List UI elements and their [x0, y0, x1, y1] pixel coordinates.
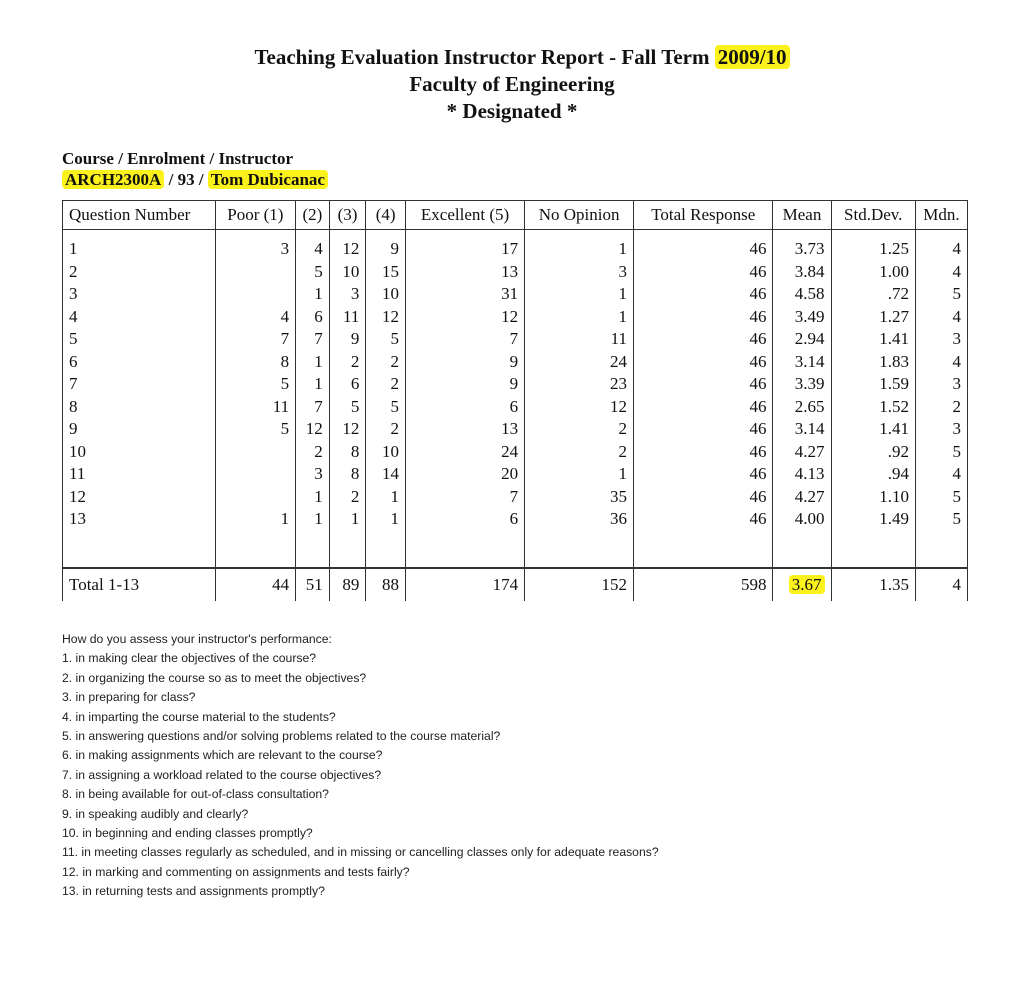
total-cell: 51 [296, 568, 330, 601]
table-cell: 31 [406, 283, 525, 306]
question-number-cell: 4 [63, 306, 216, 329]
total-row [63, 568, 968, 601]
table-cell: 12 [329, 418, 366, 441]
table-cell: 7 [296, 396, 330, 419]
question-item: 9. in speaking audibly and clearly? [62, 806, 249, 821]
table-row [63, 283, 968, 306]
total-cell: 174 [406, 568, 525, 601]
table-cell: 46 [634, 463, 773, 486]
table-cell: 24 [406, 441, 525, 464]
table-cell: 7 [406, 328, 525, 351]
table-cell: 2 [366, 418, 406, 441]
spacer-cell [831, 531, 915, 568]
table-cell: 13 [406, 261, 525, 284]
table-cell: 4.27 [773, 486, 831, 509]
table-cell: 1 [525, 230, 634, 261]
table-header-row [63, 201, 968, 230]
course-code: ARCH2300A [62, 170, 164, 189]
table-cell: 46 [634, 373, 773, 396]
table-cell: 2 [329, 351, 366, 374]
table-cell: 1.83 [831, 351, 915, 374]
table-cell: 13 [406, 418, 525, 441]
table-cell: 1.52 [831, 396, 915, 419]
spacer-cell [296, 531, 330, 568]
col-no-opinion: No Opinion [525, 201, 634, 230]
table-cell: 46 [634, 351, 773, 374]
table-cell: 17 [406, 230, 525, 261]
table-cell: 1.41 [831, 418, 915, 441]
table-cell: 6 [329, 373, 366, 396]
total-cell: 88 [366, 568, 406, 601]
total-cell: 1.35 [831, 568, 915, 601]
table-cell: 3.49 [773, 306, 831, 329]
table-cell: 9 [329, 328, 366, 351]
table-cell [215, 463, 295, 486]
table-cell: 5 [329, 396, 366, 419]
table-cell: 23 [525, 373, 634, 396]
table-row [63, 373, 968, 396]
question-item: 5. in answering questions and/or solving problems related to the course material? [62, 729, 501, 744]
table-cell: 4.13 [773, 463, 831, 486]
table-cell: 3 [296, 463, 330, 486]
total-cell: 44 [215, 568, 295, 601]
table-cell: 7 [406, 486, 525, 509]
table-cell: 11 [329, 306, 366, 329]
table-cell: 1 [296, 283, 330, 306]
table-cell: 36 [525, 508, 634, 531]
table-cell: 10 [329, 261, 366, 284]
faculty-name: Faculty of Engineering [409, 72, 615, 96]
table-row [63, 328, 968, 351]
spacer-cell [366, 531, 406, 568]
spacer-cell [525, 531, 634, 568]
course-info [62, 148, 328, 190]
table-cell: 10 [366, 283, 406, 306]
table-cell: .92 [831, 441, 915, 464]
question-number-cell: 12 [63, 486, 216, 509]
table-cell: 1.27 [831, 306, 915, 329]
table-cell: 9 [366, 230, 406, 261]
table-cell [215, 283, 295, 306]
total-mean [773, 568, 831, 601]
question-item: 7. in assigning a workload related to the course objectives? [62, 767, 382, 782]
report-header [0, 44, 1024, 125]
question-item: 13. in returning tests and assignments promptly? [62, 884, 325, 899]
col-2: (2) [296, 201, 330, 230]
table-cell: 1 [366, 486, 406, 509]
report-title [0, 44, 1024, 71]
enrolment: / 93 / [164, 170, 208, 189]
table-cell: 12 [329, 230, 366, 261]
table-cell: 20 [406, 463, 525, 486]
question-item: 10. in beginning and ending classes promptly? [62, 826, 313, 841]
title-prefix: Teaching Evaluation Instructor Report - Fall Term [254, 45, 715, 69]
total-mean-highlight: 3.67 [789, 575, 825, 594]
question-number-cell: 5 [63, 328, 216, 351]
table-cell: 46 [634, 283, 773, 306]
table-cell: 5 [215, 418, 295, 441]
total-label: Total 1-13 [63, 568, 216, 601]
table-cell: 4 [915, 306, 967, 329]
question-item: 12. in marking and commenting on assignments and tests fairly? [62, 864, 410, 879]
course-info-label: Course / Enrolment / Instructor [62, 149, 294, 168]
question-item: 2. in organizing the course so as to meet the objectives? [62, 670, 367, 685]
instructor-name: Tom Dubicanac [208, 170, 328, 189]
table-cell: 6 [406, 396, 525, 419]
table-cell: 1.59 [831, 373, 915, 396]
table-cell: 3 [329, 283, 366, 306]
table-cell: 2.65 [773, 396, 831, 419]
table-body [63, 230, 968, 601]
table-cell: 4.58 [773, 283, 831, 306]
question-item: 3. in preparing for class? [62, 690, 196, 705]
table-cell: 2 [525, 418, 634, 441]
table-cell: 5 [215, 373, 295, 396]
table-cell: 3 [525, 261, 634, 284]
question-number-cell: 8 [63, 396, 216, 419]
table-cell: 11 [525, 328, 634, 351]
table-cell: .94 [831, 463, 915, 486]
col-total-response: Total Response [634, 201, 773, 230]
table-cell: 4 [296, 230, 330, 261]
table-cell: .72 [831, 283, 915, 306]
table-cell: 1 [366, 508, 406, 531]
question-item: 8. in being available for out-of-class consultation? [62, 787, 329, 802]
table-cell: 1.41 [831, 328, 915, 351]
spacer-cell [406, 531, 525, 568]
table-cell: 3.73 [773, 230, 831, 261]
question-item: 1. in making clear the objectives of the course? [62, 651, 317, 666]
table-cell: 4 [215, 306, 295, 329]
col-mean: Mean [773, 201, 831, 230]
table-cell: 3 [915, 418, 967, 441]
table-cell: 5 [915, 441, 967, 464]
table-cell: 1.25 [831, 230, 915, 261]
table-cell: 1 [525, 463, 634, 486]
table-cell: 5 [915, 486, 967, 509]
table-cell: 3.39 [773, 373, 831, 396]
question-item: 11. in meeting classes regularly as scheduled, and in missing or cancelling classes only for adequate reasons? [62, 845, 659, 860]
table-cell: 5 [296, 261, 330, 284]
spacer-cell [634, 531, 773, 568]
question-list [62, 630, 659, 902]
question-number-cell: 3 [63, 283, 216, 306]
table-cell: 2.94 [773, 328, 831, 351]
table-cell: 4.27 [773, 441, 831, 464]
term-highlight: 2009/10 [715, 45, 790, 69]
total-cell: 152 [525, 568, 634, 601]
total-cell: 4 [915, 568, 967, 601]
table-cell: 1 [296, 508, 330, 531]
table-cell: 4 [915, 261, 967, 284]
table-cell: 4.00 [773, 508, 831, 531]
table-cell: 1 [296, 351, 330, 374]
col-excellent: Excellent (5) [406, 201, 525, 230]
table-cell: 12 [525, 396, 634, 419]
table-cell: 2 [915, 396, 967, 419]
question-number-cell: 11 [63, 463, 216, 486]
table-cell: 12 [366, 306, 406, 329]
table-cell: 5 [366, 396, 406, 419]
table-cell: 3.14 [773, 418, 831, 441]
table-cell: 1 [329, 508, 366, 531]
question-number-cell: 9 [63, 418, 216, 441]
total-cell: 598 [634, 568, 773, 601]
col-question-number: Question Number [63, 201, 216, 230]
table-cell: 14 [366, 463, 406, 486]
table-cell: 1 [296, 486, 330, 509]
table-row [63, 351, 968, 374]
table-cell: 46 [634, 230, 773, 261]
table-cell: 11 [215, 396, 295, 419]
table-cell: 6 [406, 508, 525, 531]
table-cell: 10 [366, 441, 406, 464]
table-row [63, 463, 968, 486]
table-row [63, 396, 968, 419]
table-cell: 46 [634, 486, 773, 509]
question-item: 6. in making assignments which are relevant to the course? [62, 748, 383, 763]
table-row [63, 486, 968, 509]
table-row [63, 508, 968, 531]
table-cell: 46 [634, 508, 773, 531]
table-cell: 6 [296, 306, 330, 329]
table-row [63, 230, 968, 261]
col-std-dev: Std.Dev. [831, 201, 915, 230]
table-cell: 1.49 [831, 508, 915, 531]
col-3: (3) [329, 201, 366, 230]
table-cell: 3 [915, 328, 967, 351]
total-cell: 89 [329, 568, 366, 601]
table-cell: 1.10 [831, 486, 915, 509]
table-row [63, 441, 968, 464]
table-cell: 1.00 [831, 261, 915, 284]
table-cell: 4 [915, 463, 967, 486]
table-cell: 9 [406, 373, 525, 396]
designation-label: * Designated * [446, 99, 578, 123]
table-cell: 3 [915, 373, 967, 396]
spacer-cell [63, 531, 216, 568]
table-cell: 2 [525, 441, 634, 464]
table-cell: 24 [525, 351, 634, 374]
table-row [63, 306, 968, 329]
table-cell: 4 [915, 230, 967, 261]
table-cell: 1 [296, 373, 330, 396]
table-cell [215, 486, 295, 509]
table-cell: 4 [915, 351, 967, 374]
course-info-values [62, 169, 328, 190]
spacer-cell [215, 531, 295, 568]
table-cell: 46 [634, 328, 773, 351]
table-cell: 1 [525, 306, 634, 329]
evaluation-table [62, 200, 968, 601]
col-poor: Poor (1) [215, 201, 295, 230]
table-cell: 8 [329, 463, 366, 486]
table-cell: 3.84 [773, 261, 831, 284]
table-cell: 15 [366, 261, 406, 284]
question-number-cell: 6 [63, 351, 216, 374]
table-row [63, 418, 968, 441]
table-cell: 35 [525, 486, 634, 509]
table-cell [215, 441, 295, 464]
table-cell: 46 [634, 418, 773, 441]
table-row [63, 261, 968, 284]
question-number-cell: 7 [63, 373, 216, 396]
table-cell: 12 [296, 418, 330, 441]
table-cell: 46 [634, 441, 773, 464]
table-cell: 9 [406, 351, 525, 374]
table-cell: 2 [296, 441, 330, 464]
table-cell: 7 [215, 328, 295, 351]
table-cell: 8 [329, 441, 366, 464]
table-cell: 46 [634, 396, 773, 419]
spacer-cell [915, 531, 967, 568]
question-number-cell: 2 [63, 261, 216, 284]
col-median: Mdn. [915, 201, 967, 230]
question-number-cell: 1 [63, 230, 216, 261]
table-cell: 12 [406, 306, 525, 329]
table-cell [215, 261, 295, 284]
question-number-cell: 10 [63, 441, 216, 464]
table-cell: 5 [915, 283, 967, 306]
table-cell: 8 [215, 351, 295, 374]
question-item: 4. in imparting the course material to the students? [62, 709, 336, 724]
table-cell: 46 [634, 306, 773, 329]
table-cell: 2 [366, 373, 406, 396]
table-cell: 7 [296, 328, 330, 351]
table-cell: 46 [634, 261, 773, 284]
table-spacer-row [63, 531, 968, 568]
question-intro: How do you assess your instructor's performance: [62, 632, 332, 646]
table-cell: 5 [915, 508, 967, 531]
question-items [62, 649, 659, 901]
table-cell: 1 [215, 508, 295, 531]
table-cell: 2 [329, 486, 366, 509]
table-cell: 1 [525, 283, 634, 306]
spacer-cell [773, 531, 831, 568]
spacer-cell [329, 531, 366, 568]
question-number-cell: 13 [63, 508, 216, 531]
table-cell: 2 [366, 351, 406, 374]
table-cell: 3.14 [773, 351, 831, 374]
table-cell: 5 [366, 328, 406, 351]
col-4: (4) [366, 201, 406, 230]
table-cell: 3 [215, 230, 295, 261]
